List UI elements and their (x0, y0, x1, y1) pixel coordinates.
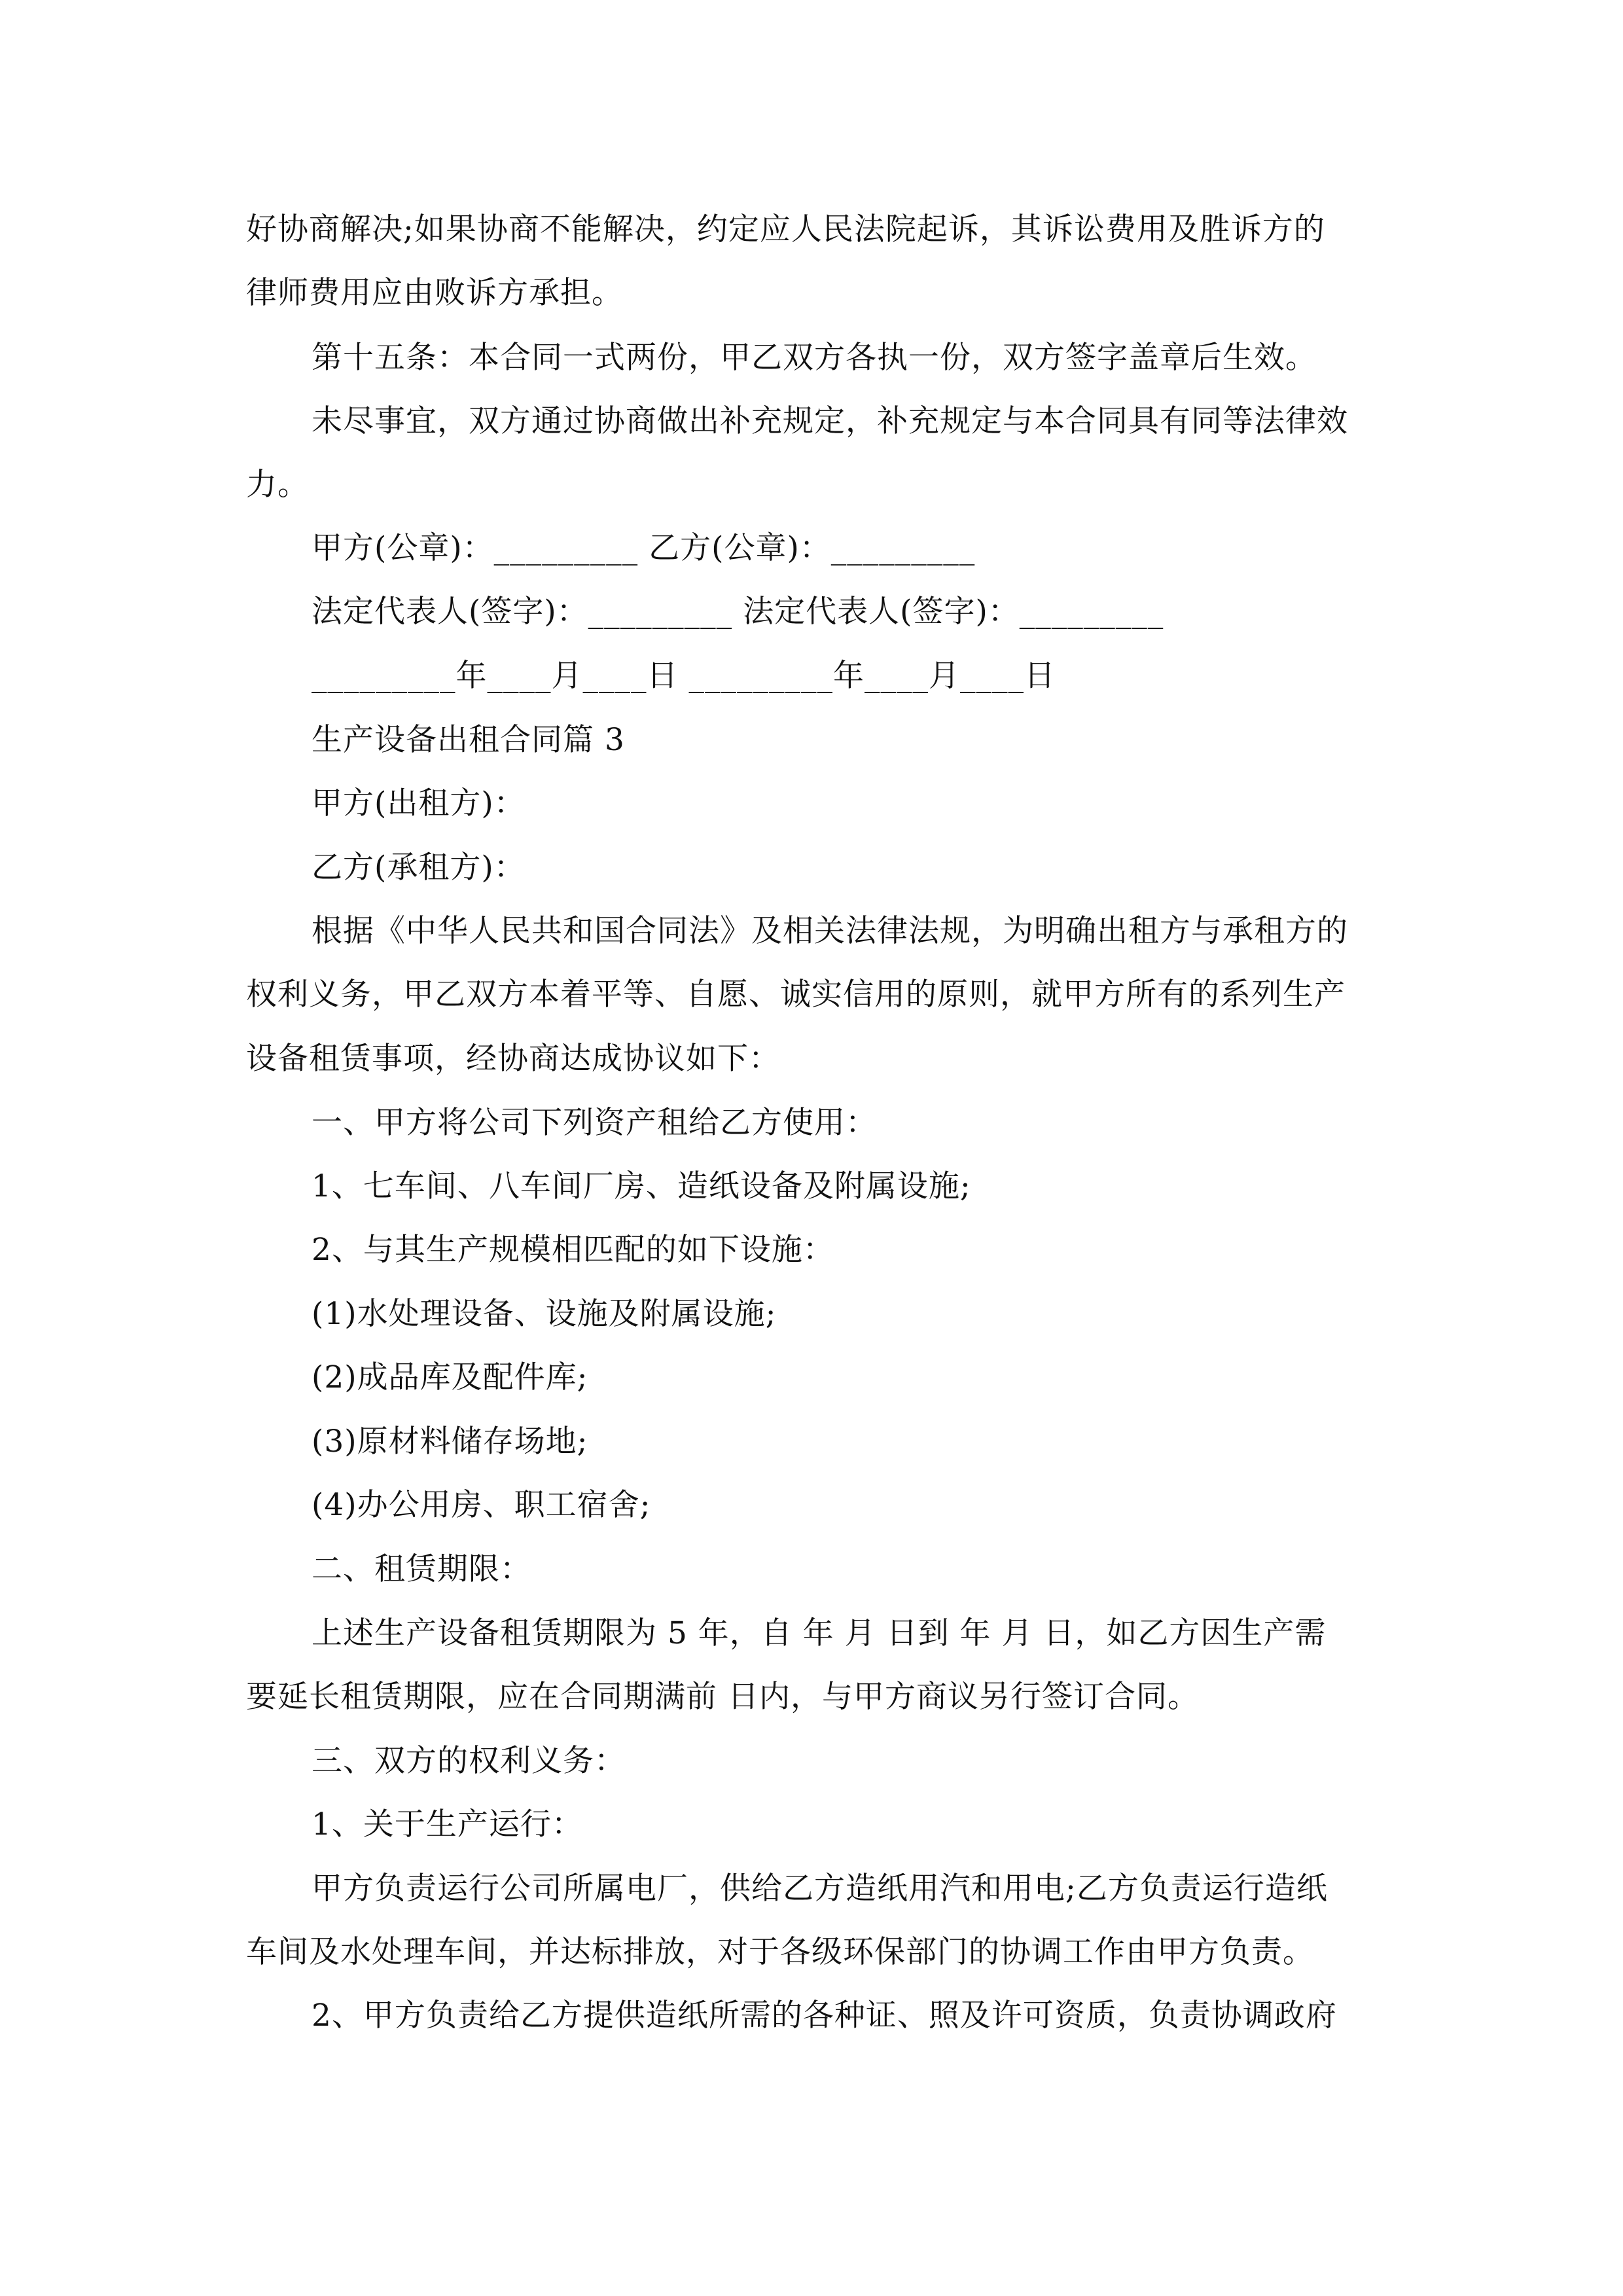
list-item: 1、七车间、八车间厂房、造纸设备及附属设施; (312, 1168, 971, 1204)
list-item: 2、与其生产规模相匹配的如下设施： (312, 1232, 834, 1268)
text-line: 甲方负责运行公司所属电厂，供给乙方造纸用汽和用电;乙方负责运行造纸 (312, 1871, 1328, 1907)
clause-heading: 一、甲方将公司下列资产租给乙方使用： (312, 1105, 877, 1141)
text-line: 第十五条：本合同一式两份，甲乙双方各执一份，双方签字盖章后生效。 (312, 340, 1317, 376)
party-b-label: 乙方(承租方)： (312, 850, 526, 886)
clause-heading: 二、租赁期限： (312, 1551, 531, 1587)
section-title: 生产设备出租合同篇 3 (312, 722, 625, 758)
list-item: (4)办公用房、职工宿舍; (312, 1487, 651, 1523)
date-line: _________年____月____日 _________年____月____日 (312, 658, 1056, 694)
text-line: 好协商解决;如果协商不能解决，约定应人民法院起诉，其诉讼费用及胜诉方的 (246, 211, 1325, 247)
signature-line: 法定代表人(签字)：_________ 法定代表人(签字)：_________ (312, 594, 1164, 630)
text-line: 根据《中华人民共和国合同法》及相关法律法规，为明确出租方与承租方的 (312, 913, 1348, 949)
text-line: 权利义务，甲乙双方本着平等、自愿、诚实信用的原则，就甲方所有的系列生产 (246, 977, 1346, 1013)
list-item: (2)成品库及配件库; (312, 1359, 588, 1395)
party-a-label: 甲方(出租方)： (312, 785, 526, 821)
list-item: (3)原材料储存场地; (312, 1424, 588, 1460)
list-item: (1)水处理设备、设施及附属设施; (312, 1296, 777, 1332)
clause-heading: 三、双方的权利义务： (312, 1743, 626, 1779)
text-line: 力。 (246, 467, 309, 503)
text-line: 上述生产设备租赁期限为 5 年，自 年 月 日到 年 月 日，如乙方因生产需 (312, 1615, 1327, 1651)
text-line: 要延长租赁期限，应在合同期满前 日内，与甲方商议另行签订合同。 (246, 1679, 1199, 1715)
text-line: 未尽事宜，双方通过协商做出补充规定，补充规定与本合同具有同等法律效 (312, 403, 1348, 439)
text-line: 车间及水处理车间，并达标排放，对于各级环保部门的协调工作由甲方负责。 (246, 1934, 1314, 1970)
text-line: 2、甲方负责给乙方提供造纸所需的各种证、照及许可资质，负责协调政府 (312, 1998, 1337, 2034)
sub-heading: 1、关于生产运行： (312, 1806, 583, 1842)
text-line: 设备租赁事项，经协商达成协议如下： (246, 1041, 780, 1077)
text-line: 律师费用应由败诉方承担。 (246, 275, 623, 311)
signature-line: 甲方(公章)：_________ 乙方(公章)：_________ (312, 530, 976, 566)
